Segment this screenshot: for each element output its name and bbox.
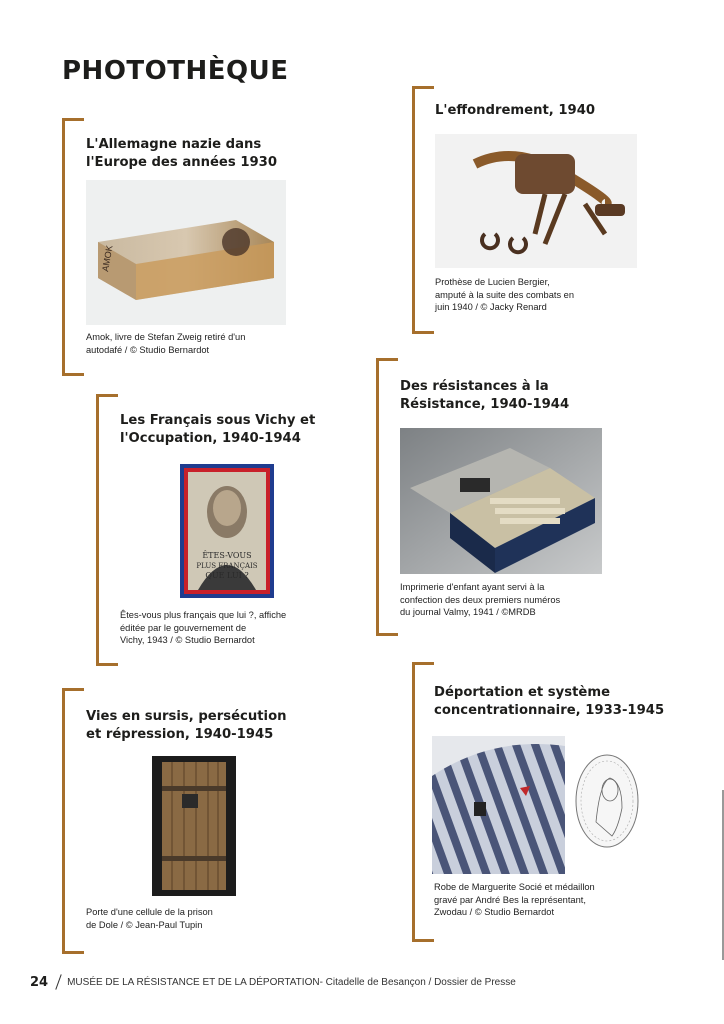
caption-line: amputé à la suite des combats en: [435, 289, 575, 300]
caption-line: Prothèse de Lucien Bergier,: [435, 277, 550, 287]
poster-text: ÊTES-VOUS: [202, 551, 252, 560]
card-bracket: [62, 118, 84, 376]
card-title: [86, 136, 277, 172]
striped-dress-photo: [432, 736, 565, 874]
card-bracket: [412, 662, 434, 942]
caption-line: du journal Valmy, 1941 / ©MRDB: [400, 607, 536, 617]
page-footer: [30, 974, 516, 990]
card-title-line: l'Occupation, 1940-1944: [120, 431, 301, 446]
card-bracket: [376, 358, 398, 636]
caption-line: gravé par André Bes la représentant,: [434, 894, 586, 905]
card-bracket: [412, 86, 434, 334]
caption-line: Robe de Marguerite Socié et médaillon: [434, 882, 595, 892]
book-spine-text: AMOK: [100, 244, 115, 273]
card-caption: [86, 906, 213, 931]
page-title: PHOTOTHÈQUE: [62, 56, 289, 86]
footer-museum: MUSÉE DE LA RÉSISTANCE ET DE LA DÉPORTATION: [67, 976, 320, 988]
card-title-line: Les Français sous Vichy et: [120, 413, 316, 428]
caption-line: Imprimerie d'enfant ayant servi à la: [400, 582, 545, 592]
printing-kit-photo: [400, 428, 602, 574]
card-title: [435, 102, 595, 120]
card-title-line: Vies en sursis, persécution: [86, 709, 287, 724]
card-title-line: L'effondrement, 1940: [435, 103, 596, 118]
card-caption: [400, 581, 560, 619]
card-title-line: Résistance, 1940-1944: [400, 397, 570, 412]
engraved-medallion: [574, 752, 640, 850]
card-title: [86, 708, 287, 744]
card-title-line: Des résistances à la: [400, 379, 549, 394]
card-title-line: L'Allemagne nazie dans: [86, 137, 262, 152]
card-title-line: concentrationnaire, 1933-1945: [434, 703, 665, 718]
vichy-poster: [180, 464, 274, 598]
caption-line: Êtes-vous plus français que lui ?, affiche: [120, 610, 287, 620]
card-bracket: [96, 394, 118, 666]
card-title-line: l'Europe des années 1930: [86, 155, 278, 170]
card-caption: [120, 609, 286, 647]
caption-line: Porte d'une cellule de la prison: [86, 907, 213, 917]
caption-line: juin 1940 / © Jacky Renard: [435, 302, 547, 312]
card-title: [120, 412, 315, 448]
card-title-line: Déportation et système: [434, 685, 611, 700]
poster-text: QUE LUI ?: [205, 571, 249, 580]
caption-line: Zwodau / © Studio Bernardot: [434, 907, 555, 917]
cell-door-photo: [152, 756, 236, 896]
card-title: [434, 684, 664, 720]
caption-line: Vichy, 1943 / © Studio Bernardot: [120, 635, 255, 645]
caption-line: éditée par le gouvernement de: [120, 622, 247, 633]
caption-line: confection des deux premiers numéros: [400, 594, 561, 605]
card-title-line: et répression, 1940-1945: [86, 727, 274, 742]
caption-line: de Dole / © Jean-Paul Tupin: [86, 919, 203, 930]
caption-line: autodafé / © Studio Bernardot: [86, 344, 210, 355]
book-photo: [86, 180, 286, 325]
poster-text: PLUS FRANÇAIS: [196, 562, 258, 570]
footer-divider: [55, 974, 61, 989]
card-caption: [434, 881, 595, 919]
card-bracket: [62, 688, 84, 954]
card-title: [400, 378, 569, 414]
page-number: 24: [30, 974, 49, 990]
prosthesis-photo: [435, 134, 637, 268]
caption-line: Amok, livre de Stefan Zweig retiré d'un: [86, 332, 246, 342]
card-caption: [435, 276, 574, 314]
footer-rest: - Citadelle de Besançon / Dossier de Presse: [319, 976, 516, 988]
card-caption: [86, 331, 245, 356]
